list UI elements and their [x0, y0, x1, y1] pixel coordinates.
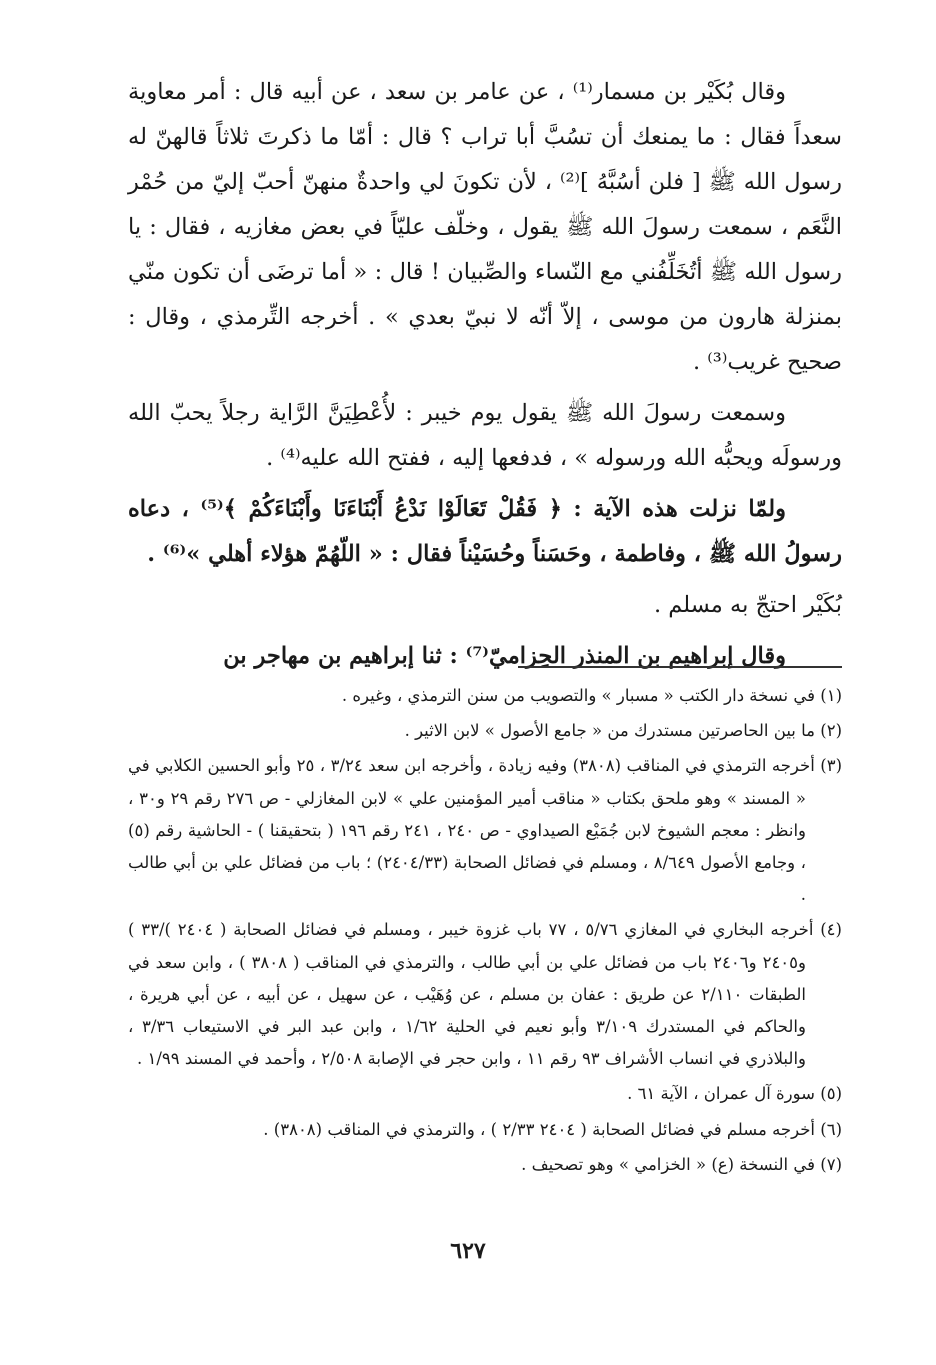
page-number: ٦٢٧	[450, 1238, 486, 1264]
footnote-4: (٤) أخرجه البخاري في المغازي ٥/٧٦ ، ٧٧ باب غزوة خيبر ، ومسلم في فضائل الصحابة ( ٢٤٠٤ )/٣٣ ) و٢٤٠٥ و٢٤٠٦ باب من فضائل علي بن أبي طالب ، والترمذي في المناقب ( ٣٨٠٨ ) ، وابن سعد في الطبقات ٢/١١٠ عن طريق : عفان بن مسلم ، عن وُهَيْب ، عن سهيل ، عن أبيه ، عن أبي هريرة ، والحاكم في المستدرك ٣/١٠٩ وأبو نعيم في الحلية ١/٦٢ ، وابن عبد البر في الاستيعاب ٣/٣٦ ، والبلاذري في انساب الأشراف ٩٣ رقم ١١ ، وابن حجر في الإصابة ٢/٥٠٨ ، وأحمد في المسند ١/٩٩ .	[128, 920, 842, 1069]
paragraph-5: وقال إبراهيم بن المنذر الحِزاميّ⁽⁷⁾ : ثنا إبراهيم بن مهاجر بن	[223, 643, 786, 669]
footnote-separator	[518, 666, 842, 668]
main-text	[128, 70, 842, 685]
paragraph-2: وسمعت رسولَ الله ﷺ يقول يوم خيبر : لأُعْطِيَنَّ الرَّاية رجلاً يحبّ الله ورسولَه ويحبُّه الله ورسوله » ، فدفعها إليه ، ففتح الله عليه⁽⁴⁾ .	[128, 400, 842, 471]
footnote-7: (٧) في النسخة (ع) « الخزامي » وهو تصحيف .	[521, 1154, 842, 1174]
paragraph-1: وقال بُكَيْر بن مسمار⁽¹⁾ ، عن عامر بن سعد ، عن أبيه قال : أمر معاوية سعداً فقال : ما يمنعك أن تسُبَّ أبا تراب ؟ قال : أمّا ما ذكرتَ ثلاثاً قالهنّ له رسول الله ﷺ [ فلن أسُبَّهُ ]⁽²⁾ ، لأن تكونَ لي واحدةٌ منهنّ أحبّ إليّ من حُمْر النَّعَم ، سمعت رسولَ الله ﷺ يقول ، وخلّف عليّاً في بعض مغازيه ، فقال : يا رسول الله ﷺ أتُخَلِّفُني مع النّساء والصِّبيان ! قال : « أما ترضَى أن تكون منّي بمنزلة هارون من موسى ، إلاّ أنّه لا نبيّ بعدي » . أخرجه التِّرمذي ، وقال : صحيح غريب⁽³⁾ .	[128, 79, 842, 375]
footnotes	[128, 680, 842, 1184]
footnote-2: (٢) ما بين الحاصرتين مستدرك من « جامع الأصول » لابن الاثير .	[404, 721, 842, 741]
paragraph-3: ولمّا نزلت هذه الآية : ﴿ فَقُلْ تَعَالَوْا نَدْعُ أَبْنَاءَنَا وأَبْنَاءَكُمْ ﴾⁽⁵⁾ ، دعاه رسولُ الله ﷺ ، وفاطمة ، وحَسَناً وحُسَيْناً فقال : « اللّهُمّ هؤلاء أهلي »⁽⁶⁾ .	[128, 496, 842, 567]
paragraph-4: بُكَيْر احتجّ به مسلم .	[654, 592, 842, 618]
footnote-3: (٣) أخرجه الترمذي في المناقب (٣٨٠٨) وفيه زيادة ، وأخرجه ابن سعد ٣/٢٤ ، ٢٥ وأبو الحسين الكلابي في « المسند » وهو ملحق بكتاب « مناقب أمير المؤمنين علي » لابن المغازلي - ص ٢٧٦ رقم ٢٩ و٣٠ ، وانظر : معجم الشيوخ لابن جُمَيْع الصيداوي - ص ٢٤٠ ، ٢٤١ رقم ١٩٦ ( بتحقيقنا ) - الحاشية رقم (٥) ، وجامع الأصول ٨/٦٤٩ ، ومسلم في فضائل الصحابة (٢٤٠٤/٣٣) ؛ باب من فضائل علي بن أبي طالب .	[128, 756, 843, 905]
footnote-1: (١) في نسخة دار الكتب « مسبار » والتصويب من سنن الترمذي ، وغيره .	[341, 686, 842, 705]
footnote-5: (٥) سورة آل عمران ، الآية ٦١ .	[627, 1084, 842, 1104]
footnote-6: (٦) أخرجه مسلم في فضائل الصحابة ( ٢٤٠٤ ٢/٣٣ ) ، والترمذي في المناقب (٣٨٠٨) .	[263, 1119, 842, 1139]
